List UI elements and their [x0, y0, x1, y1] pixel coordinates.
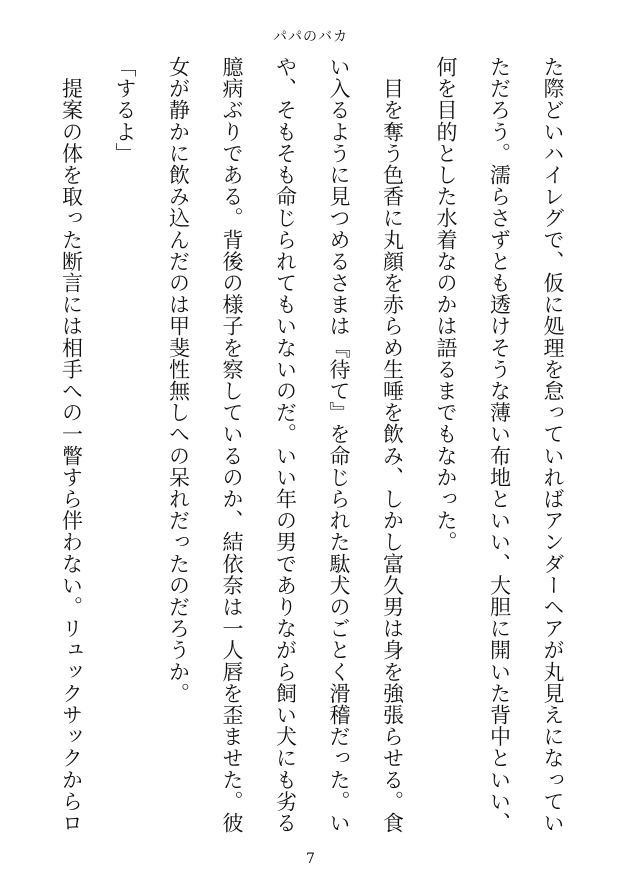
text-column: た際どいハイレグで、仮に処理を怠っていればアンダーヘアが丸見えになってい: [541, 56, 565, 834]
text-column: 目を奪う色香に丸顔を赤らめ生唾を飲み、しかし富久男は身を強張らせる。食: [380, 56, 405, 834]
text-column: 何を目的とした水着なのかは語るまでもなかった。: [434, 56, 458, 553]
text-column: ただろう。濡らさずとも透けそうな薄い布地といい、大胆に開いた背中といい、: [487, 56, 512, 834]
text-column: い入るように見つめるさまは『待て』を命じられた駄犬のごとく滑稽だった。い: [327, 56, 351, 834]
text-column: 女が静かに飲み込んだのは甲斐性無しへの呆れだったのだろうか。: [166, 56, 191, 704]
text-column: や、そもそも命じられてもいないのだ。いい年の男でありながら飼い犬にも劣る: [273, 56, 298, 834]
running-header: パパのバカ: [273, 29, 348, 45]
page-number: 7: [306, 851, 315, 867]
vertical-text-body: [44, 56, 579, 846]
text-column: 提案の体を取った断言には相手への一瞥すら伴わない。リュックサックからロ: [59, 56, 84, 834]
text-column: 臆病ぶりである。背後の様子を察しているのか、結依奈は一人唇を歪ませた。彼: [220, 56, 244, 834]
text-column: 「するよ」: [113, 56, 137, 164]
